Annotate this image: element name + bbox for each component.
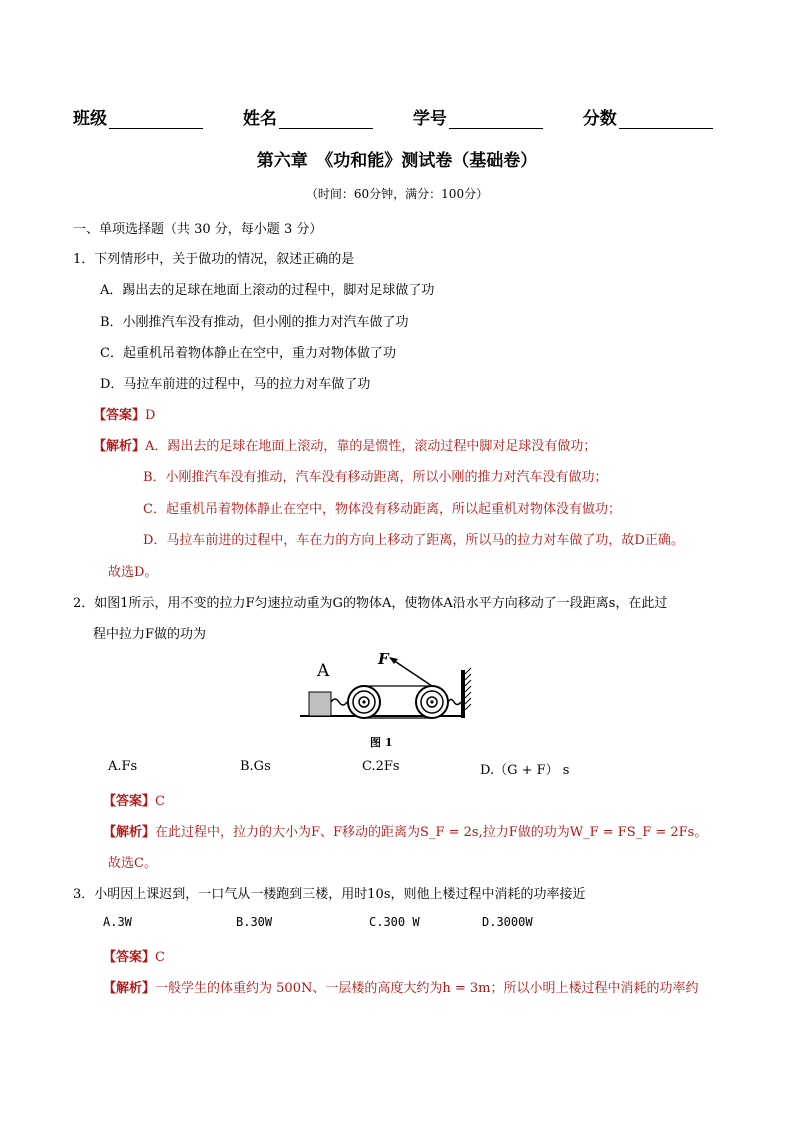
student-info-line [73,104,713,129]
q2-option-d: D.（G + F） s [480,763,570,778]
q1-analysis-b: B．小刚推汽车没有推动，汽车没有移动距离，所以小刚的推力对汽车没有做功； [143,470,608,485]
analysis-tag: 【解析】 [93,439,146,454]
block-a [309,692,331,716]
q1-option-c: C．起重机吊着物体静止在空中，重力对物体做了功 [100,346,396,361]
q2-conclusion: 故选C。 [108,856,157,871]
q3-answer [103,946,165,965]
q1-answer [93,404,155,423]
answer-tag: 【答案】 [103,794,156,809]
q1-conclusion: 故选D。 [108,565,158,580]
answer-value: C [155,794,165,809]
force-arrow [393,660,432,686]
label-a: A [317,661,330,681]
answer-tag: 【答案】 [103,950,156,965]
name-blank[interactable] [279,111,373,129]
q2-stem-line2: 程中拉力F做的功为 [93,627,207,642]
q2-option-c: C.2Fs [362,759,400,774]
q2-analysis [103,821,707,840]
analysis-tag: 【解析】 [103,825,156,840]
score-blank[interactable] [619,111,713,129]
analysis-tag: 【解析】 [103,981,156,996]
q3-stem: 3．小明因上课迟到，一口气从一楼跑到三楼，用时10s，则他上楼过程中消耗的功率接近 [73,887,586,902]
name-field[interactable] [243,104,373,129]
section-heading: 一、单项选择题（共 30 分，每小题 3 分） [73,222,323,237]
q1-analysis-d: D．马拉车前进的过程中，车在力的方向上移动了距离，所以马的拉力对车做了功，故D正确。 [143,533,684,548]
q2-answer [103,790,165,809]
hook-right [448,700,461,705]
answer-value: D [145,408,156,423]
id-label: 学号 [412,109,447,129]
q1-analysis-c: C．起重机吊着物体静止在空中，物体没有移动距离，所以起重机对物体没有做功； [143,502,621,517]
score-field[interactable] [583,104,713,129]
q1-analysis-a [93,435,596,454]
class-label: 班级 [73,109,107,129]
id-field[interactable] [413,104,543,129]
page-subtitle: （时间：60分钟，满分：100分） [305,187,489,201]
class-field[interactable] [73,104,203,129]
q3-option-d: D.3000W [482,915,533,929]
wall-hatching [465,668,471,710]
q1-option-a: A．踢出去的足球在地面上滚动的过程中，脚对足球做了功 [100,283,435,298]
q3-option-c: C.300 W [369,915,420,929]
label-f: F [378,650,389,668]
figure-caption: 图 1 [370,736,393,749]
pulley-figure [295,648,480,726]
answer-value: C [155,950,165,965]
analysis-text: A．踢出去的足球在地面上滚动，靠的是惯性，滚动过程中脚对足球没有做功； [145,439,597,454]
q1-option-d: D．马拉车前进的过程中，马的拉力对车做了功 [100,377,371,392]
q2-option-b: B.Gs [240,759,271,774]
id-blank[interactable] [449,111,543,129]
analysis-text: 在此过程中，拉力的大小为F、F移动的距离为S_F = 2s,拉力F做的功为W_F = FS_F = 2Fs。 [155,825,708,840]
q1-option-b: B．小刚推汽车没有推动，但小刚的推力对汽车做了功 [100,315,409,330]
name-label: 姓名 [242,109,277,129]
q1-stem: 1．下列情形中，关于做功的情况，叙述正确的是 [73,252,355,267]
q3-option-b: B.30W [236,915,273,929]
analysis-text: 一般学生的体重约为 500N、一层楼的高度大约为h = 3m；所以小明上楼过程中消耗的功率约 [155,981,699,996]
class-blank[interactable] [109,111,203,129]
q3-option-a: A.3W [103,915,132,929]
answer-tag: 【答案】 [93,408,146,423]
q3-analysis [103,977,698,996]
score-label: 分数 [582,109,617,129]
q2-stem-line1: 2．如图1所示，用不变的拉力F匀速拉动重为G的物体A，使物体A沿水平方向移动了一段距离s，在此过 [73,596,668,611]
q2-option-a: A.Fs [108,759,138,774]
page-title: 第六章 《功和能》测试卷（基础卷） [256,151,538,171]
wall [461,670,465,718]
hook-left [331,699,347,705]
